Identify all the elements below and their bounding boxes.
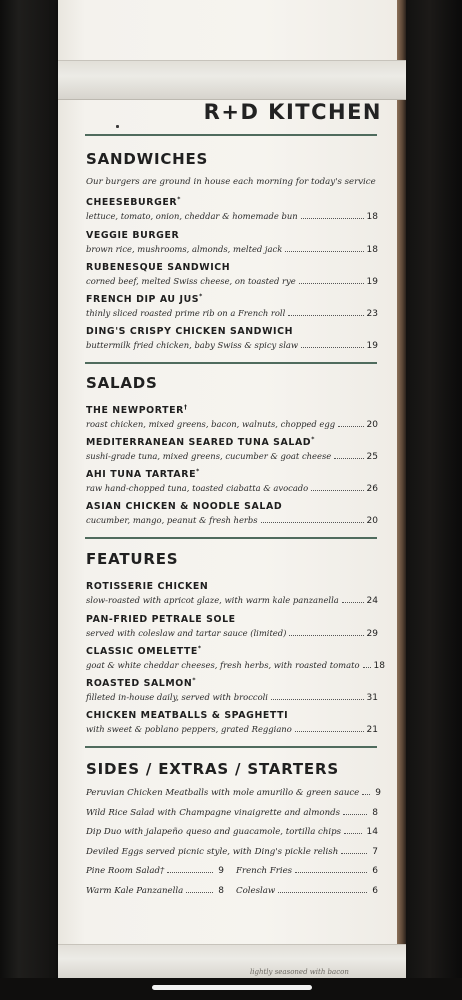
side-item-price: 6: [372, 886, 378, 896]
item-name: [86, 433, 378, 450]
item-price: 18: [373, 661, 385, 672]
item-price: 29: [366, 629, 378, 640]
item-mark: *: [192, 677, 197, 684]
item-name-text: ROASTED SALMON: [86, 678, 193, 690]
item-name-text: CHEESEBURGER: [86, 197, 178, 209]
item-description: brown rice, mushrooms, almonds, melted jack: [86, 244, 283, 255]
item-name-text: MEDITERRANEAN SEARED TUNA SALAD: [86, 437, 312, 449]
leader-dots: [278, 892, 367, 893]
leader-dots: [295, 872, 367, 873]
menu-item: [86, 258, 378, 288]
item-name: [86, 226, 378, 243]
item-price: 19: [366, 341, 378, 352]
side-item: [236, 866, 378, 876]
side-item-price: 8: [218, 886, 224, 896]
item-price: 20: [366, 420, 378, 431]
item-mark: *: [199, 293, 203, 300]
restaurant-name: R+D KITCHEN: [203, 100, 382, 124]
side-item-name: Pine Room Salad†: [86, 866, 165, 876]
side-item-price: 6: [372, 866, 378, 876]
item-mark: *: [177, 196, 181, 203]
menu-item: [86, 401, 378, 431]
side-item: [86, 847, 378, 857]
item-description: cucumber, mango, peanut & fresh herbs: [86, 515, 258, 526]
side-item: [86, 866, 224, 876]
side-item-price: 14: [366, 827, 378, 837]
item-name: [86, 465, 378, 482]
leader-dots: [363, 667, 371, 668]
menu-item: [86, 465, 378, 495]
item-name-text: ASIAN CHICKEN & NOODLE SALAD: [86, 501, 283, 513]
leader-dots: [271, 699, 364, 700]
side-item-name: Warm Kale Panzanella: [86, 886, 184, 896]
dot-mark: [116, 125, 119, 128]
menu-item: [86, 226, 378, 256]
sandwiches-intro: Our burgers are ground in house each morning for today's service: [86, 177, 376, 187]
top-clip-band: [58, 60, 406, 100]
item-description: thinly sliced roasted prime rib on a French roll: [86, 308, 286, 319]
item-name-text: AHI TUNA TARTARE: [86, 469, 197, 481]
leader-dots: [299, 283, 364, 284]
leader-dots: [311, 490, 363, 491]
item-name-text: RUBENESQUE SANDWICH: [86, 262, 231, 274]
item-name-text: DING'S CRISPY CHICKEN SANDWICH: [86, 326, 294, 338]
menu-item: [86, 193, 378, 223]
side-item: [86, 788, 381, 798]
item-name: [86, 322, 378, 339]
leader-dots: [343, 814, 367, 815]
side-item-name: French Fries: [236, 866, 293, 876]
item-name: [86, 497, 378, 514]
item-name-text: ROTISSERIE CHICKEN: [86, 581, 209, 593]
item-description: served with coleslaw and tartar sauce (limited): [86, 628, 287, 639]
leader-dots: [334, 458, 363, 459]
item-name: [86, 610, 378, 627]
item-name-text: PAN-FRIED PETRALE SOLE: [86, 614, 236, 626]
item-mark: *: [311, 436, 315, 443]
item-description: roast chicken, mixed greens, bacon, walnuts, chopped egg: [86, 419, 336, 430]
item-price: 18: [366, 245, 378, 256]
item-name: [86, 193, 378, 210]
item-mark: *: [197, 645, 202, 652]
menu-item: [86, 674, 378, 704]
item-name: [86, 258, 378, 275]
side-item: [86, 808, 378, 818]
leader-dots: [186, 892, 213, 893]
side-item-name: Peruvian Chicken Meatballs with mole amurillo & green sauce: [86, 788, 360, 798]
item-price: 21: [366, 725, 378, 736]
footer-fragment: lightly seasoned with bacon: [250, 968, 349, 976]
side-item-price: 9: [375, 788, 381, 798]
item-price: 26: [366, 484, 378, 495]
item-mark: *: [196, 468, 200, 475]
item-description: buttermilk fried chicken, baby Swiss & spicy slaw: [86, 340, 299, 351]
side-item: [86, 886, 224, 896]
item-name: [86, 401, 378, 418]
leader-dots: [301, 347, 363, 348]
leader-dots: [341, 853, 367, 854]
item-name-text: CLASSIC OMELETTE: [86, 646, 198, 658]
item-name: [86, 674, 378, 691]
item-description: with sweet & poblano peppers, grated Reggiano: [86, 724, 292, 735]
item-name: [86, 706, 378, 723]
menu-holder-edge: [397, 0, 406, 1000]
section-divider: [85, 746, 377, 748]
menu-item: [86, 433, 378, 463]
side-item-name: Deviled Eggs served picnic style, with Ding's pickle relish: [86, 847, 339, 857]
menu-item: [86, 497, 378, 527]
leader-dots: [342, 602, 364, 603]
home-indicator[interactable]: [152, 985, 312, 990]
leader-dots: [285, 251, 363, 252]
leader-dots: [167, 872, 213, 873]
item-price: 31: [366, 693, 378, 704]
section-title-salads: SALADS: [86, 374, 158, 392]
item-name-text: FRENCH DIP AU JUS: [86, 294, 200, 306]
item-price: 23: [366, 309, 378, 320]
item-mark: †: [183, 404, 188, 411]
section-title-sandwiches: SANDWICHES: [86, 150, 209, 168]
item-name: [86, 642, 378, 659]
menu-item: [86, 290, 378, 320]
item-description: raw hand-chopped tuna, toasted ciabatta & avocado: [86, 483, 309, 494]
leader-dots: [295, 731, 364, 732]
item-name: [86, 290, 378, 307]
item-description: corned beef, melted Swiss cheese, on toasted rye: [86, 276, 296, 287]
leader-dots: [261, 522, 364, 523]
item-description: goat & white cheddar cheeses, fresh herbs, with roasted tomato: [86, 660, 360, 671]
item-price: 20: [366, 516, 378, 527]
menu-item: [86, 610, 378, 640]
side-item: [236, 886, 378, 896]
item-price: 24: [366, 596, 378, 607]
menu-item: [86, 706, 378, 736]
side-item-price: 9: [218, 866, 224, 876]
item-price: 25: [366, 452, 378, 463]
side-item: [86, 827, 378, 837]
section-divider: [85, 362, 377, 364]
item-description: sushi-grade tuna, mixed greens, cucumber & goat cheese: [86, 451, 332, 462]
side-item-name: Coleslaw: [236, 886, 276, 896]
side-item-price: 7: [372, 847, 378, 857]
item-description: slow-roasted with apricot glaze, with warm kale panzanella: [86, 595, 339, 606]
leader-dots: [338, 426, 363, 427]
item-price: 19: [366, 277, 378, 288]
item-description: lettuce, tomato, onion, cheddar & homemade bun: [86, 211, 298, 222]
side-item-price: 8: [372, 808, 378, 818]
leader-dots: [362, 794, 370, 795]
item-name-text: VEGGIE BURGER: [86, 230, 180, 242]
side-item-name: Dip Duo with jalapeño queso and guacamole, tortilla chips: [86, 827, 342, 837]
leader-dots: [301, 218, 364, 219]
menu-item: [86, 577, 378, 607]
item-name-text: THE NEWPORTER: [86, 405, 184, 417]
leader-dots: [289, 635, 363, 636]
menu-item: [86, 322, 378, 352]
item-name-text: CHICKEN MEATBALLS & SPAGHETTI: [86, 710, 289, 722]
menu-item: [86, 642, 385, 672]
leader-dots: [344, 833, 361, 834]
leader-dots: [288, 315, 363, 316]
item-name: [86, 577, 378, 594]
section-divider: [85, 134, 377, 136]
item-description: filleted in-house daily, served with broccoli: [86, 692, 268, 703]
side-item-name: Wild Rice Salad with Champagne vinaigrette and almonds: [86, 808, 341, 818]
item-price: 18: [366, 212, 378, 223]
section-title-sides: SIDES / EXTRAS / STARTERS: [86, 760, 339, 778]
section-title-features: FEATURES: [86, 550, 179, 568]
section-divider: [85, 537, 377, 539]
